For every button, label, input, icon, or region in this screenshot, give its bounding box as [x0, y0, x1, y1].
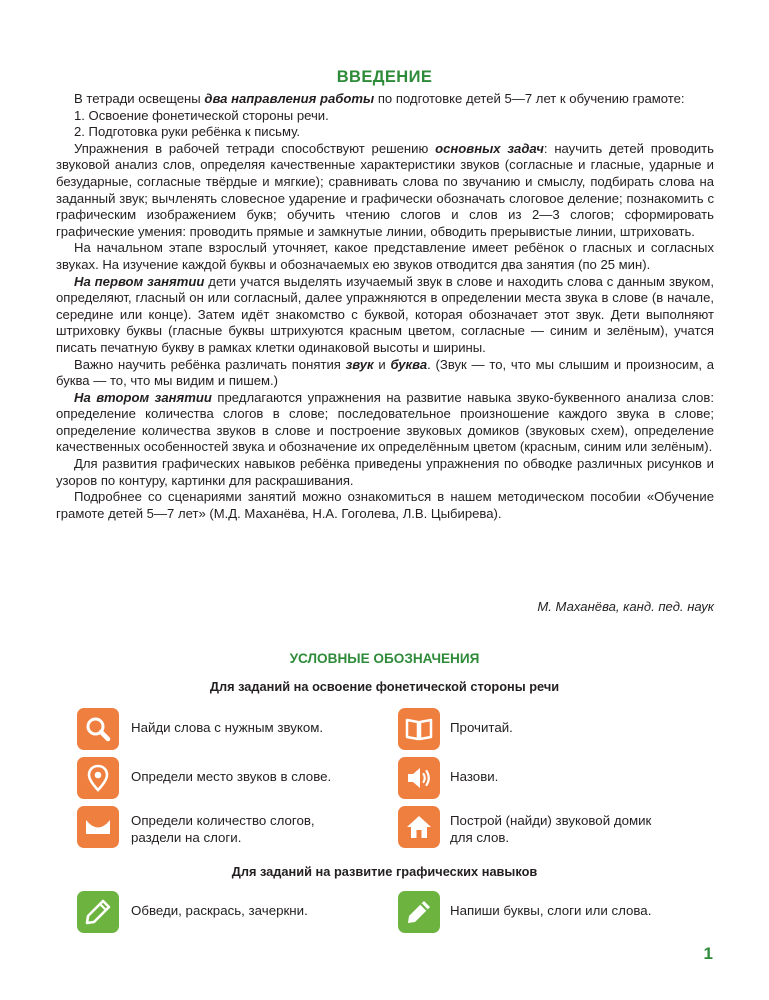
graphic-section-title: Для заданий на развитие графических навыков	[231, 864, 538, 879]
intro-paragraph-6: На втором занятии предлагаются упражнения на развитие навыка звуко-буквенного анализа слов: определение количества слогов в слове; последовательное произношение каждого звука в слове; определение количества звуков в слове и построение звуковых домиков (звуковых схем), определение качественных особенностей звука и обозначение их определённым цветом (красным, синим или зелёным).	[56, 389, 714, 455]
legend-label-line: Назови.	[450, 769, 499, 784]
intro-list-item-1: 1. Освоение фонетической стороны речи.	[74, 107, 329, 123]
book-icon	[398, 708, 440, 750]
author-signature: М. Маханёва, канд. пед. наук	[537, 599, 714, 614]
legend-label-line: Определи количество слогов,	[131, 813, 315, 828]
page-number: 1	[703, 944, 713, 963]
pencil-icon	[77, 891, 119, 933]
legend-label-line: Прочитай.	[450, 720, 513, 735]
intro-paragraph-7: Для развития графических навыков ребёнка приведены упражнения по обводке различных рисунков и узоров по контуру, картинки для раскрашивания.	[56, 456, 714, 488]
legend-label-line: для слов.	[450, 830, 510, 845]
phonetic-section-title: Для заданий на освоение фонетической стороны речи	[209, 679, 560, 694]
intro-title: ВВЕДЕНИЕ	[336, 68, 433, 86]
intro-body	[56, 91, 714, 522]
location-pin-icon	[77, 757, 119, 799]
intro-paragraph-2: Упражнения в рабочей тетради способствуют решению основных задач: научить детей проводить звуковой анализ слов, определяя качественные характеристики звуков (согласные и гласные, ударные и безударные, согласные твёрдые и мягкие); сравнивать слова по звучанию и смыслу, подбирать слова на заданный звук; вычленять словесное ударение и графически обозначать слоговое деление; познакомить с графическим изображением букв; обучить чтению слогов и слов из 2—3 слогов; сформировать графические умения: проводить прямые и замкнутые линии, обводить прерывистые линии, штриховать.	[56, 140, 714, 239]
syllable-arc-icon	[77, 806, 119, 848]
intro-list-item-2: 2. Подготовка руки ребёнка к письму.	[74, 124, 301, 140]
intro-paragraph-8: Подробнее со сценариями занятий можно ознакомиться в нашем методическом пособии «Обучение грамоте детей 5—7 лет» (М.Д. Маханёва, Н.А. Гоголева, Л.В. Цыбирева).	[56, 489, 714, 521]
legend-label-line: Обведи, раскрась, зачеркни.	[131, 903, 308, 918]
legend-label-line: Определи место звуков в слове.	[131, 769, 332, 784]
intro-paragraph-1: В тетради освещены два направления работы по подготовке детей 5—7 лет к обучению грамоте:	[74, 91, 685, 106]
house-icon	[398, 806, 440, 848]
legend-label-line: Напиши буквы, слоги или слова.	[450, 903, 652, 918]
magnifier-icon	[77, 708, 119, 750]
intro-paragraph-4: На первом занятии дети учатся выделять изучаемый звук в слове и находить слова с данным звуком, определяют, гласный он или согласный, далее упражняются в определении места звука в слове (в начале, середине или конце). Затем идёт знакомство с буквой, которая обозначает этот звук. Дети выполняют штриховку буквы (гласные буквы штрихуются красным цветом, согласные — синим и зелёным), учатся писать печатную букву в рамках клетки одинаковой высоты и ширины.	[56, 273, 715, 355]
intro-paragraph-5: Важно научить ребёнка различать понятия звук и буква. (Звук — то, что мы слышим и произносим, а буква — то, что мы видим и пишем.)	[56, 356, 715, 389]
legend-label-line: Построй (найди) звуковой домик	[450, 813, 652, 828]
legend-label-line: раздели на слоги.	[131, 830, 242, 845]
pencil-icon	[398, 891, 440, 933]
legend-label-line: Найди слова с нужным звуком.	[131, 720, 324, 735]
intro-paragraph-3: На начальном этапе взрослый уточняет, какое представление имеет ребёнок о гласных и согласных звуках. На изучение каждой буквы и обозначаемых ею звуков отводится два занятия (по 25 мин).	[56, 240, 714, 272]
speaker-icon	[398, 757, 440, 799]
legend-title: УСЛОВНЫЕ ОБОЗНАЧЕНИЯ	[289, 651, 480, 666]
